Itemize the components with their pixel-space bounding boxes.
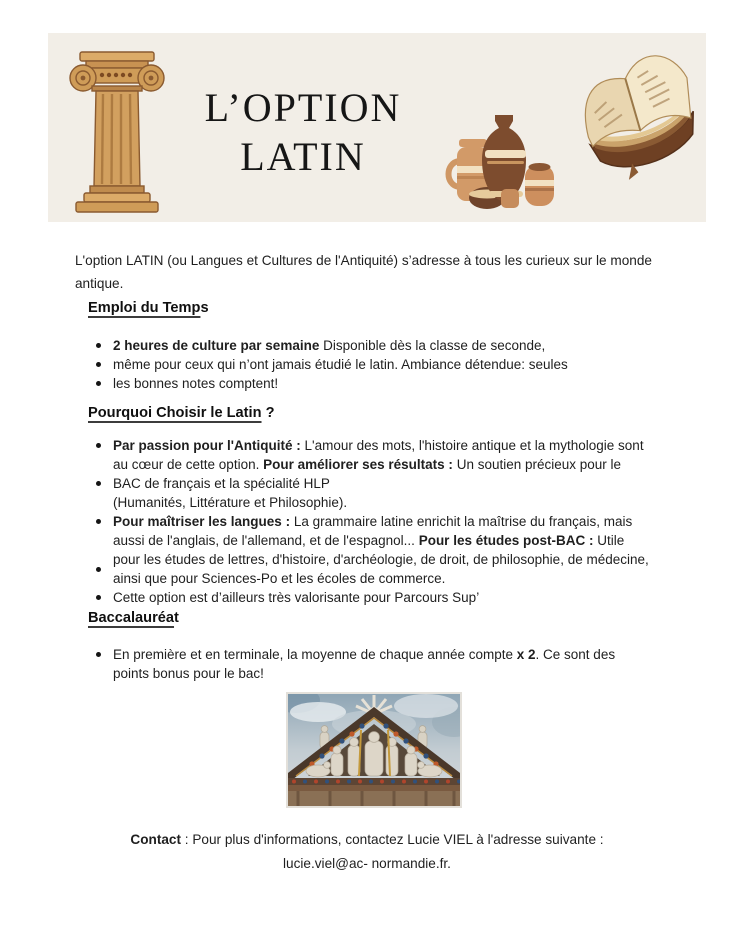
page-title bbox=[148, 83, 458, 181]
text-line: même pour ceux qui n’ont jamais étudié le latin. Ambiance détendue: seules bbox=[113, 357, 568, 372]
list-item-text bbox=[113, 550, 649, 588]
list-item bbox=[96, 512, 721, 550]
text-line: 2 heures de culture par semaine Disponible dès la classe de seconde, bbox=[113, 338, 546, 353]
text-line: Cette option est d’ailleurs très valorisante pour Parcours Sup’ bbox=[113, 590, 480, 605]
section-heading-baccalaureat bbox=[88, 610, 179, 626]
text-line: au cœur de cette option. Pour améliorer ses résultats : Un soutien précieux pour le bbox=[113, 457, 622, 472]
bullet-list-pourquoi bbox=[96, 436, 721, 607]
list-item-text bbox=[113, 336, 545, 355]
bullet-icon bbox=[96, 443, 101, 448]
list-item bbox=[96, 474, 721, 512]
text-line: (Humanités, Littérature et Philosophie). bbox=[113, 495, 348, 510]
bullet-icon bbox=[96, 652, 101, 657]
text-line: En première et en terminale, la moyenne de chaque année compte x 2. Ce sont des bbox=[113, 647, 616, 662]
bullet-icon bbox=[96, 595, 101, 600]
list-item bbox=[96, 645, 721, 683]
text-line: Contact : Pour plus d'informations, contactez Lucie VIEL à l'adresse suivante : bbox=[130, 832, 604, 847]
list-item-text bbox=[113, 474, 347, 512]
contact-block bbox=[0, 828, 734, 876]
list-item-text bbox=[113, 436, 644, 474]
list-item bbox=[96, 355, 721, 374]
list-item-text bbox=[113, 588, 479, 607]
text-line: antique. bbox=[75, 276, 124, 291]
bullet-list-baccalaureat bbox=[96, 645, 721, 683]
list-item-text bbox=[113, 512, 632, 550]
section-heading-pourquoi-choisir-le-latin bbox=[88, 405, 275, 421]
list-item-text bbox=[113, 645, 615, 683]
heading-plain-part: ? bbox=[261, 405, 275, 421]
bullet-icon bbox=[96, 343, 101, 348]
open-book-icon bbox=[561, 33, 711, 185]
list-item bbox=[96, 336, 721, 355]
bullet-icon bbox=[96, 567, 101, 572]
text-line: lucie.viel@ac- normandie.fr. bbox=[283, 856, 451, 871]
list-item bbox=[96, 436, 721, 474]
heading-underlined-part: Emploi du Temp bbox=[88, 300, 201, 316]
text-line: L'option LATIN (ou Langues et Cultures de l'Antiquité) s’adresse à tous les curieux sur le monde bbox=[75, 253, 652, 268]
text-line: aussi de l'anglais, de l'allemand, et de l'espagnol... Pour les études post-BAC : Utile bbox=[113, 533, 625, 548]
list-item bbox=[96, 374, 721, 393]
bullet-list-emploi bbox=[96, 336, 721, 393]
title-line-1: L’OPTION bbox=[204, 85, 402, 130]
section-heading-emploi-du-temps bbox=[88, 300, 209, 316]
heading-underlined-part: Pourquoi Choisir le Latin bbox=[88, 405, 262, 421]
text-line: Par passion pour l'Antiquité : L'amour des mots, l'histoire antique et la mythologie sont bbox=[113, 438, 644, 453]
list-item bbox=[96, 588, 721, 607]
list-item-text bbox=[113, 355, 568, 374]
bullet-icon bbox=[96, 362, 101, 367]
pottery-icon bbox=[443, 109, 561, 221]
text-line: ainsi que pour Sciences-Po et les écoles de commerce. bbox=[113, 571, 446, 586]
heading-plain-part: t bbox=[174, 610, 179, 626]
heading-plain-part: s bbox=[200, 300, 209, 316]
bullet-icon bbox=[96, 519, 101, 524]
bullet-icon bbox=[96, 381, 101, 386]
text-line: BAC de français et la spécialité HLP bbox=[113, 476, 330, 491]
title-line-2: LATIN bbox=[240, 134, 366, 179]
athens-pediment-photo bbox=[286, 692, 462, 808]
heading-underlined-part: Baccalauréa bbox=[88, 610, 175, 626]
text-line: les bonnes notes comptent! bbox=[113, 376, 279, 391]
bullet-icon bbox=[96, 481, 101, 486]
header-banner bbox=[48, 33, 706, 222]
list-item bbox=[96, 550, 721, 588]
text-line: Pour maîtriser les langues : La grammaire latine enrichit la maîtrise du français, mais bbox=[113, 514, 633, 529]
list-item-text bbox=[113, 374, 278, 393]
intro-paragraph bbox=[75, 249, 705, 295]
text-line: points bonus pour le bac! bbox=[113, 666, 264, 681]
text-line: pour les études de lettres, d'histoire, d'archéologie, de droit, de philosophie, de médecine, bbox=[113, 552, 649, 567]
